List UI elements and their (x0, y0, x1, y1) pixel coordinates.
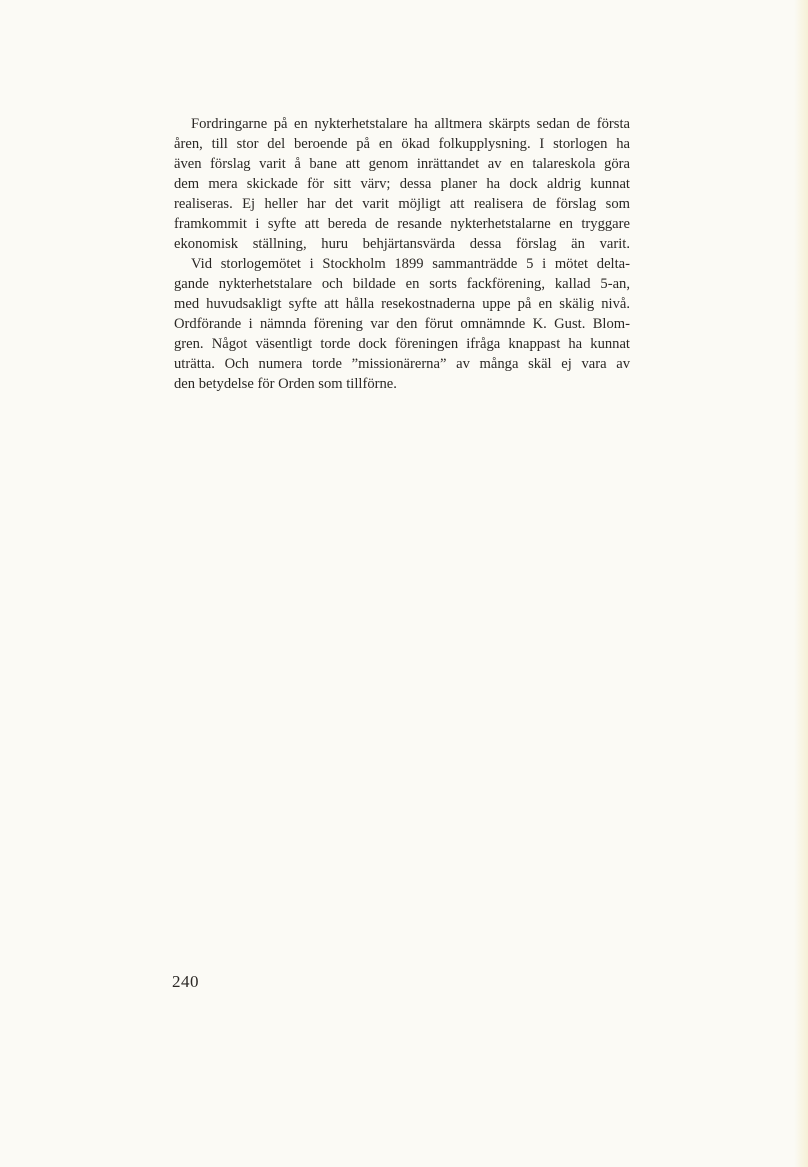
paragraph-2 (174, 254, 630, 394)
text-line: ekonomisk ställning, huru behjärtansvärda dessa förslag än varit. (174, 236, 630, 252)
body-text (174, 114, 630, 394)
text-line: realiseras. Ej heller har det varit möjligt att realisera de förslag som (174, 196, 630, 212)
text-line: den betydelse för Orden som tillförne. (174, 376, 397, 392)
text-line: åren, till stor del beroende på en ökad folkupplysning. I storlogen ha (174, 136, 630, 152)
text-line: Fordringarne på en nykterhetstalare ha alltmera skärpts sedan de första (191, 116, 630, 132)
page-edge (794, 0, 808, 1167)
text-line: gande nykterhetstalare och bildade en sorts fackförening, kallad 5-an, (174, 276, 630, 292)
text-line: framkommit i syfte att bereda de resande nykterhetstalarne en tryggare (174, 216, 630, 232)
text-line: uträtta. Och numera torde ”missionärerna” av många skäl ej vara av (174, 356, 630, 372)
text-line: även förslag varit å bane att genom inrättandet av en talareskola göra (174, 156, 630, 172)
page-number: 240 (172, 972, 199, 991)
text-line: gren. Något väsentligt torde dock föreningen ifråga knappast ha kunnat (174, 336, 630, 352)
text-line: Ordförande i nämnda förening var den förut omnämnde K. Gust. Blom- (174, 316, 630, 332)
paragraph-1 (174, 114, 630, 254)
text-line: dem mera skickade för sitt värv; dessa planer ha dock aldrig kunnat (174, 176, 630, 192)
text-line: Vid storlogemötet i Stockholm 1899 sammanträdde 5 i mötet delta- (191, 256, 630, 272)
text-line: med huvudsakligt syfte att hålla resekostnaderna uppe på en skälig nivå. (174, 296, 630, 312)
